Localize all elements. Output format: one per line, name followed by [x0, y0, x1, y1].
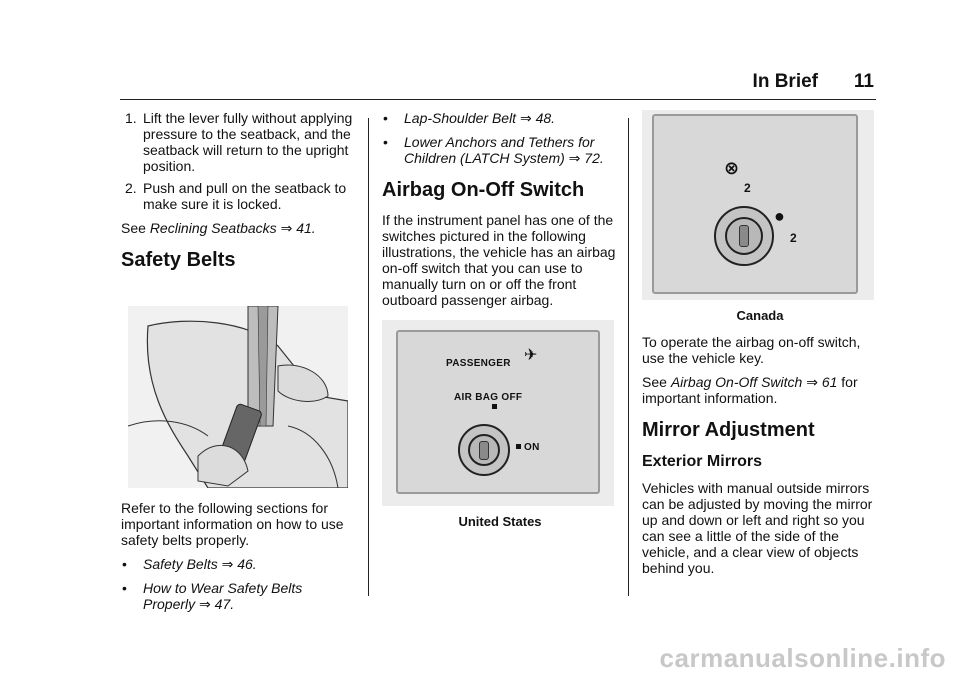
safety-belts-link[interactable]: Safety Belts	[143, 556, 218, 572]
key-switch-inner	[468, 434, 500, 466]
canada-digit: 2	[790, 231, 797, 245]
see-reference: See Reclining Seatbacks ⇒ 41.	[121, 220, 316, 236]
page-ref-number[interactable]: 46	[237, 556, 253, 572]
canada-switch-illustration	[642, 110, 874, 300]
us-switch-illustration	[382, 320, 614, 506]
airbag-on-icon: ●	[774, 206, 785, 226]
page-number: 11	[853, 71, 874, 92]
safety-belt-illustration	[128, 306, 348, 488]
bullet-dot: •	[122, 556, 127, 572]
step-number: 2.	[125, 180, 137, 196]
airbag-passenger-icon: ✈	[524, 347, 538, 364]
airbag-text: If the instrument panel has one of the switches pictured in the following illustrations, the vehicle has an airbag on-off switch that you can use to manually turn on or off the front outboard passenger airbag.	[382, 212, 616, 308]
latch-system-link[interactable]: Lower Anchors and Tethers for Children (LATCH System)	[404, 134, 595, 166]
list-item: • Safety Belts ⇒ 46.	[122, 556, 257, 572]
list-item: • How to Wear Safety Belts Properly ⇒ 47.	[122, 580, 303, 612]
canada-digit: 2	[744, 181, 751, 195]
page-ref-number[interactable]: 61	[821, 374, 838, 390]
refer-text: Refer to the following sections for important information on how to use safety belts properly.	[121, 500, 344, 548]
exterior-mirrors-heading: Exterior Mirrors	[642, 453, 763, 470]
passenger-label: PASSENGER	[446, 358, 511, 369]
page-header	[120, 71, 876, 100]
section-title: In Brief	[752, 71, 818, 92]
list-item	[121, 180, 353, 212]
off-indicator-icon	[492, 404, 497, 409]
column-divider	[368, 118, 369, 596]
reclining-seatbacks-link[interactable]: Reclining Seatbacks	[149, 220, 277, 236]
safety-belts-heading: Safety Belts	[121, 249, 236, 271]
page-ref-icon: ⇒	[280, 220, 293, 236]
list-item: • Lower Anchors and Tethers for Children (LATCH System) ⇒ 72.	[383, 134, 604, 166]
lap-shoulder-belt-link[interactable]: Lap-Shoulder Belt	[404, 110, 517, 126]
page-ref-number[interactable]: 72	[584, 150, 600, 166]
see-reference	[642, 374, 878, 406]
see-prefix: See	[642, 374, 671, 390]
key-switch-outer[interactable]	[714, 206, 774, 266]
key-switch-outer[interactable]	[458, 424, 510, 476]
page-ref-icon: ⇒	[568, 150, 581, 166]
step-text: Lift the lever fully without applying pressure to the seatback, and the seatback will return to the upright position.	[143, 110, 353, 174]
see-suffix: for important information.	[642, 374, 858, 406]
us-caption: United States	[458, 514, 542, 529]
airbag-off-icon: ⊗	[724, 158, 740, 178]
key-slot	[739, 225, 749, 247]
step-number: 1.	[125, 110, 137, 126]
airbag-switch-heading: Airbag On-Off Switch	[382, 179, 585, 201]
page-ref-icon: ⇒	[519, 110, 532, 126]
bullet-dot: •	[383, 134, 388, 150]
page-ref-icon: ⇒	[806, 374, 818, 390]
page-ref-number[interactable]: 47	[214, 596, 231, 612]
airbag-off-label: AIR BAG OFF	[454, 392, 523, 403]
canada-caption: Canada	[736, 308, 784, 323]
see-prefix: See	[121, 220, 150, 236]
step-text: Push and pull on the seatback to make sure it is locked.	[143, 180, 347, 212]
how-to-wear-link[interactable]: How to Wear Safety Belts Properly	[143, 580, 303, 612]
key-switch-inner	[725, 217, 763, 255]
key-slot	[479, 441, 489, 460]
watermark: carmanualsonline.info	[659, 643, 946, 673]
switch-panel	[396, 330, 600, 494]
switch-panel	[652, 114, 858, 294]
list-item	[121, 110, 353, 174]
page-ref-icon: ⇒	[199, 596, 211, 612]
bullet-dot: •	[383, 110, 388, 126]
steps-list	[121, 110, 353, 212]
operate-text: To operate the airbag on-off switch, use the vehicle key.	[642, 334, 861, 366]
exterior-text: Vehicles with manual outside mirrors can be adjusted by moving the mirror up and down or left and right so you can see a little of the side of the vehicle, and a clear view of objects behind you.	[642, 480, 873, 576]
buckle-figure-svg	[128, 306, 348, 488]
on-indicator-icon	[516, 444, 521, 449]
column-left	[121, 110, 353, 620]
on-label: ON	[524, 442, 540, 453]
column-middle	[382, 110, 618, 540]
page-ref-number[interactable]: 48	[535, 110, 552, 126]
airbag-switch-link[interactable]: Airbag On-Off Switch	[670, 374, 803, 390]
bullet-dot: •	[122, 580, 127, 596]
page-ref-number[interactable]: 41	[296, 220, 312, 236]
page-ref-icon: ⇒	[221, 556, 234, 572]
column-right	[642, 110, 878, 584]
mirror-adjustment-heading: Mirror Adjustment	[642, 419, 815, 441]
column-divider	[628, 118, 629, 596]
list-item: • Lap-Shoulder Belt ⇒ 48.	[383, 110, 556, 126]
